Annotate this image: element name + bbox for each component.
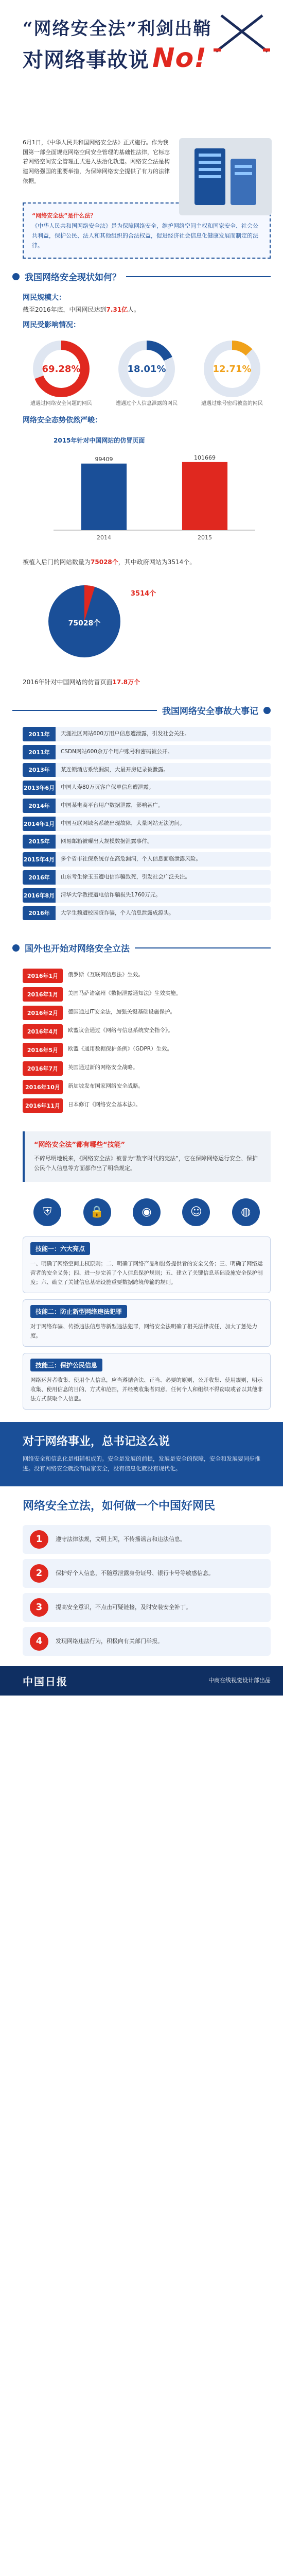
- section2-header: [12, 704, 271, 717]
- chart-intro: [0, 411, 283, 431]
- intro-text: 6月1日，《中华人民共和国网络安全法》正式施行。作为我国第一部全面规范网络空间安全管理的基础性法律，它标志着网络空间安全管理正式进入法治化轨道。网络安全法是构建网络强国的重要举措，为保障网络安全提供了有力的法律依据。: [0, 134, 283, 192]
- bar-value-label: 101669: [194, 454, 216, 462]
- timeline-year: 2013年6月: [23, 781, 56, 795]
- timeline-year: 2015年: [23, 835, 56, 849]
- law-row: [23, 969, 271, 983]
- bullet-icon: [263, 707, 271, 714]
- law-row: [23, 1061, 271, 1076]
- timeline-text: CSDN网站600余万个用户账号和密码被公开。: [56, 745, 271, 759]
- law-row: [23, 1006, 271, 1020]
- bar: [182, 462, 227, 530]
- law-year: 2016年10月: [23, 1080, 63, 1094]
- timeline-row: [23, 799, 271, 813]
- law-text: 美国马萨诸塞州《数据泄露通知法》生效实施。: [68, 990, 182, 997]
- law-year: 2016年11月: [23, 1098, 63, 1113]
- banner-title: 对于网络事业，总书记这么说: [23, 1435, 170, 1448]
- definition-label: “网络安全法”是什么法？: [32, 212, 96, 219]
- usage-label: 网民受影响情况：: [23, 320, 80, 329]
- how-item: [23, 1627, 271, 1656]
- law-row: [23, 987, 271, 1002]
- law-row: [23, 1043, 271, 1057]
- server-illustration: [179, 138, 272, 215]
- scale-suffix: 人。: [128, 306, 140, 314]
- donut-value: 12.71%: [213, 350, 251, 388]
- skill-three-body: 网络运营者收集、使用个人信息，应当遵循合法、正当、必要的原则，公开收集、使用规则，明示收集、使用信息的目的、方式和范围，并经被收集者同意。任何个人和组织不得窃取或者以其他非法方式获取个人信息。: [30, 1377, 263, 1402]
- bar: [81, 464, 127, 530]
- timeline-text: 山东考生徐玉玉遭电信诈骗致死，引发社会广泛关注。: [56, 870, 271, 885]
- timeline-row: [23, 835, 271, 849]
- hero-title-line1: “网络安全法”利剑出鞘: [23, 19, 212, 39]
- timeline-year: 2011年: [23, 745, 56, 759]
- donut-ring: [118, 341, 175, 397]
- timeline-year: 2015年4月: [23, 852, 56, 867]
- bullet-icon: [12, 944, 20, 952]
- shield-icon: ⛨: [33, 1198, 61, 1226]
- timeline-text: 中国某电商平台用户数据泄露，影响甚广。: [56, 799, 271, 813]
- section-divider: [126, 276, 271, 277]
- timeline-text: 中国互联网域名系统出现故障，大量网站无法访问。: [56, 817, 271, 831]
- law-year: 2016年7月: [23, 1061, 63, 1076]
- icon-row: [0, 1191, 283, 1230]
- timeline-row: [23, 852, 271, 867]
- pie-chart-area: [0, 572, 283, 673]
- how-text: 遵守法律法规，文明上网，不传播谣言和违法信息。: [56, 1535, 186, 1543]
- donut-value: 18.01%: [128, 350, 166, 388]
- law-text: 俄罗斯《互联网信息法》生效。: [68, 972, 144, 978]
- scale-sentence: [23, 304, 271, 315]
- backdoor-suffix: ，其中政府网站为3514个。: [118, 558, 196, 566]
- donut-caption: 遭遇过账号密码被盗的网民: [201, 401, 263, 407]
- timeline-row: [23, 906, 271, 921]
- bar-value-label: 99409: [95, 455, 113, 463]
- section3-header: [12, 941, 271, 954]
- law-text: 日本修订《网络安全基本法》。: [68, 1101, 141, 1108]
- eye-icon: ◉: [133, 1198, 161, 1226]
- how-list: [0, 1525, 283, 1656]
- skill-two-body: 对于网络诈骗、传播违法信息等新型违法犯罪，网络安全法明确了相关法律责任，加大了惩处力度。: [30, 1323, 257, 1340]
- pie-total-label: 75028个: [68, 619, 101, 628]
- timeline-text: 某连锁酒店系统漏洞，大量开房记录被泄露。: [56, 763, 271, 777]
- timeline-text: 大学生频遭校园贷诈骗，个人信息泄露成源头。: [56, 906, 271, 921]
- bullet-icon: [12, 273, 20, 280]
- skill-three-title: 技能三：保护公民信息: [30, 1359, 102, 1371]
- section1-title: 我国网络安全现状如何？: [25, 273, 121, 283]
- pie-gov-label: 3514个: [131, 589, 156, 598]
- bar-chart: [23, 434, 271, 548]
- how-text: 保护好个人信息，不随意泄露身份证号、银行卡号等敏感信息。: [56, 1569, 214, 1577]
- timeline-year: 2011年: [23, 727, 56, 741]
- quote-heading: “网络安全法”都有哪些“技能”: [34, 1141, 126, 1149]
- law-text: 新加坡发布国家网络安全战略。: [68, 1083, 144, 1090]
- skill-one: [23, 1236, 271, 1293]
- crossed-swords-icon: [211, 10, 273, 57]
- donut-row: [0, 335, 283, 411]
- law-text: 英国通过新的网络安全战略。: [68, 1064, 138, 1071]
- donut-caption: 遭遇过个人信息泄露的网民: [116, 401, 178, 407]
- timeline-row: [23, 727, 271, 741]
- how-number: 1: [30, 1530, 48, 1549]
- how-item: [23, 1525, 271, 1554]
- section2-title: 我国网络安全事故大事记: [162, 706, 258, 717]
- timeline-row: [23, 781, 271, 795]
- section-divider: [135, 947, 271, 948]
- donut-card: [193, 341, 271, 408]
- how-title: 网络安全立法，如何做一个中国好网民: [23, 1499, 216, 1513]
- law-year: 2016年2月: [23, 1006, 63, 1020]
- hero-title-text: 对网络事故说: [23, 48, 149, 72]
- how-number: 4: [30, 1632, 48, 1651]
- globe-icon: ◍: [232, 1198, 260, 1226]
- law-row: [23, 1080, 271, 1094]
- timeline-year: 2016年8月: [23, 888, 56, 903]
- timeline-year: 2014年1月: [23, 817, 56, 831]
- timeline-year: 2013年: [23, 763, 56, 777]
- timeline-row: [23, 763, 271, 777]
- donut-value: 69.28%: [42, 350, 80, 388]
- timeline-text: 中国人寿80万页客户保单信息遭泄露。: [56, 781, 271, 795]
- law-text: 欧盟议会通过《网络与信息系统安全指令》。: [68, 1027, 173, 1034]
- law-year: 2016年1月: [23, 987, 63, 1002]
- how-text: 发现网络违法行为，积极向有关部门举报。: [56, 1637, 163, 1645]
- skill-one-title: 技能一：六大亮点: [30, 1242, 90, 1255]
- user-icon: ☺: [182, 1198, 210, 1226]
- how-item: [23, 1593, 271, 1622]
- definition-text: 《中华人民共和国网络安全法》是为保障网络安全，维护网络空间主权和国家安全、社会公共利益，保护公民、法人和其他组织的合法权益，促进经济社会信息化健康发展而制定的法律。: [32, 222, 258, 249]
- scale-label: 网民规模大：: [23, 294, 66, 302]
- footer: [0, 1666, 283, 1696]
- skill-one-body: 一、明确了网络空间主权原则；二、明确了网络产品和服务提供者的安全义务；三、明确了网络运营者的安全义务；四、进一步完善了个人信息保护规则；五、建立了关键信息基础设施安全保护制度；六、确立了关键信息基础设施重要数据跨境传输的规则。: [30, 1260, 263, 1286]
- how-text: 提高安全意识，不点击可疑链接，及时安装安全补丁。: [56, 1603, 191, 1611]
- timeline-row: [23, 888, 271, 903]
- skill-two: [23, 1299, 271, 1347]
- how-number: 2: [30, 1564, 48, 1583]
- x-tick-label: 2015: [198, 534, 212, 541]
- timeline-row: [23, 745, 271, 759]
- x-tick-label: 2014: [97, 534, 111, 541]
- timeline-text: 多个省市社保系统存在高危漏洞，个人信息面临泄露风险。: [56, 852, 271, 867]
- footer-producer: 中商在线视觉设计部出品: [208, 1676, 271, 1684]
- tamper-number: 17.8万个: [112, 678, 140, 686]
- scale-number: 7.31亿: [106, 306, 128, 314]
- timeline-row: [23, 870, 271, 885]
- hero-section: [0, 0, 283, 134]
- section-divider: [12, 710, 157, 711]
- quote-text: 不碎尽明地说来，《网络安全法》被誉为“数字时代的宪法”，它在保障网络运行安全、保护公民个人信息等方面都作出了明确规定。: [34, 1155, 258, 1172]
- scale-text: 截至2016年底，中国网民达到: [23, 306, 107, 314]
- netizen-scale: [0, 288, 283, 335]
- timeline-text: 清华大学教授遭电信诈骗损失1760万元。: [56, 888, 271, 903]
- leader-quote-banner: [0, 1422, 283, 1486]
- tamper-text: 2016年针对中国网站的仿冒页面: [23, 678, 113, 686]
- donut-card: [108, 341, 185, 408]
- bar-chart-area: [0, 431, 283, 553]
- skill-three: [23, 1353, 271, 1410]
- tamper-note: [0, 673, 283, 691]
- skill-two-title: 技能二：防止新型网络违法犯罪: [30, 1305, 127, 1318]
- donut-ring: [33, 341, 90, 397]
- donut-caption: 遭遇过网络安全问题的网民: [30, 401, 92, 407]
- donut-ring: [204, 341, 260, 397]
- how-number: 3: [30, 1598, 48, 1617]
- hero-title-no: No!: [152, 43, 207, 74]
- chart-title: 2015年针对中国网站的仿冒页面: [54, 437, 145, 445]
- timeline-text: 天涯社区网站600万用户信息遭泄露，引发社会关注。: [56, 727, 271, 741]
- backdoor-number: 75028个: [91, 558, 118, 566]
- section3-title: 国外也开始对网络安全立法: [25, 944, 130, 955]
- donut-card: [23, 341, 100, 408]
- footer-logo: 中国日报: [23, 1675, 68, 1688]
- events-timeline: [0, 722, 283, 929]
- timeline-row: [23, 817, 271, 831]
- backdoor-note: [0, 553, 283, 571]
- how-item: [23, 1559, 271, 1588]
- timeline-year: 2016年: [23, 870, 56, 885]
- lock-icon: 🔒: [83, 1198, 111, 1226]
- law-year: 2016年5月: [23, 1043, 63, 1057]
- timeline-year: 2014年: [23, 799, 56, 813]
- chart-intro-label: 网络安全态势依然严峻：: [23, 416, 102, 425]
- law-year: 2016年1月: [23, 969, 63, 983]
- section1-header: [12, 270, 271, 283]
- timeline-text: 网易邮箱被曝出大规模数据泄露事件。: [56, 835, 271, 849]
- skills-quote: [23, 1131, 271, 1181]
- timeline-year: 2016年: [23, 906, 56, 921]
- law-row: [23, 1098, 271, 1113]
- banner-text: 网络安全和信息化是相辅相成的。安全是发展的前提，发展是安全的保障，安全和发展要同步推进。没有网络安全就没有国家安全，没有信息化就没有现代化。: [23, 1455, 260, 1472]
- law-year: 2016年4月: [23, 1024, 63, 1039]
- backdoor-text: 被植入后门的网站数量为: [23, 558, 91, 566]
- intro-section: [0, 134, 283, 192]
- law-row: [23, 1024, 271, 1039]
- pie-chart: [23, 575, 271, 668]
- law-text: 德国通过IT安全法，加强关键基础设施保护。: [68, 1009, 176, 1015]
- foreign-laws-list: [0, 959, 283, 1122]
- law-text: 欧盟《通用数据保护条例》（GDPR）生效。: [68, 1046, 173, 1053]
